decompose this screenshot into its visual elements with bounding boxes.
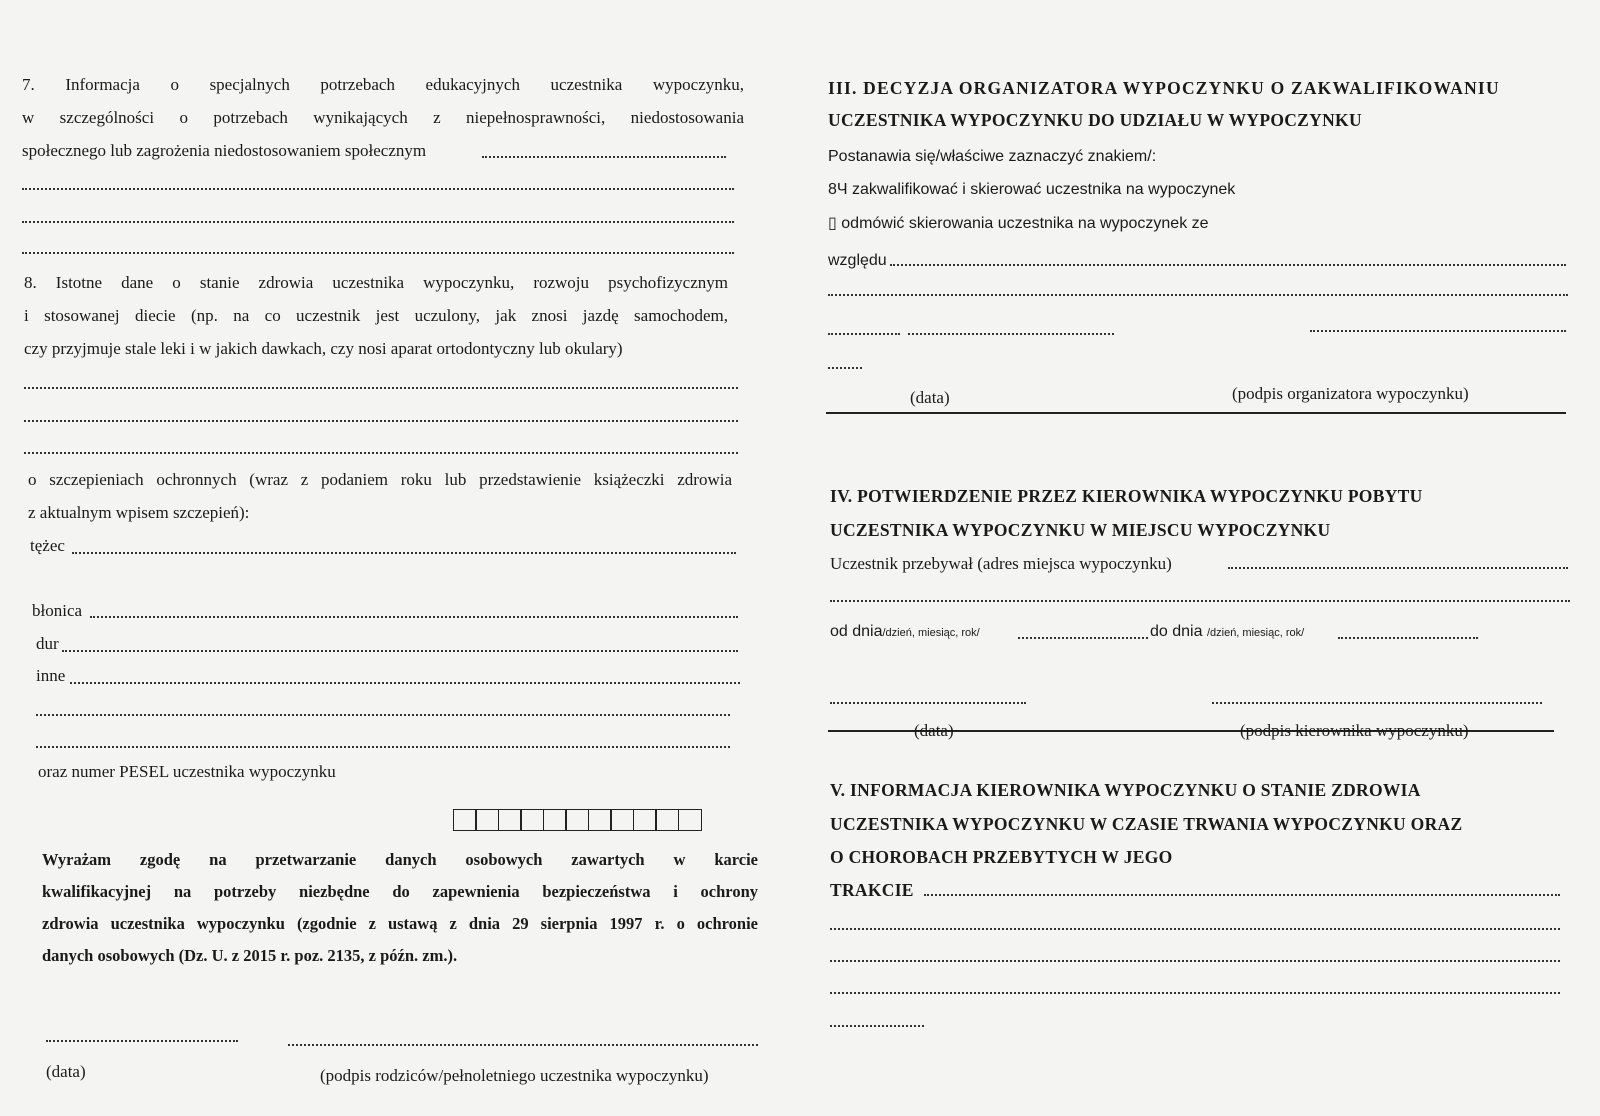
section4-from-label — [830, 622, 980, 643]
pesel-digit-box[interactable] — [588, 809, 612, 831]
section5-answer-line-2[interactable] — [830, 928, 1560, 930]
section4-from-field[interactable] — [1018, 637, 1148, 639]
q7-answer-line-4[interactable] — [22, 252, 734, 254]
section4-from-hint: /dzień, miesiąc, rok/ — [882, 627, 980, 639]
section4-from-text: od dnia — [830, 623, 883, 640]
section3-signature-label: (podpis organizatora wypoczynku) — [1232, 384, 1469, 403]
pesel-digit-box[interactable] — [655, 809, 679, 831]
section4-to-label — [1150, 622, 1304, 643]
section3-reason-line-1[interactable] — [890, 264, 1566, 266]
q8-line1: 8. Istotne dane o stanie zdrowia uczestnika wypoczynku, rozwoju psychofizycznym — [24, 273, 728, 292]
q7-answer-line-1[interactable] — [482, 156, 726, 158]
section5-answer-line-3[interactable] — [830, 960, 1560, 962]
checkbox-checked-icon[interactable]: 8Ч — [828, 181, 848, 198]
parent-signature-label: (podpis rodziców/pełnoletniego uczestnika wypoczynku) — [320, 1066, 709, 1085]
q8-answer-line-3[interactable] — [24, 452, 738, 454]
vacc-extra-line-2[interactable] — [36, 746, 730, 748]
section3-title-line1: III. DECYZJA ORGANIZATORA WYPOCZYNKU O ZAKWALIFIKOWANIU — [828, 78, 1500, 98]
section4-to-text: do dnia — [1150, 623, 1203, 640]
pesel-digit-box[interactable] — [475, 809, 499, 831]
vacc-diphtheria-field[interactable] — [90, 616, 738, 618]
section5-answer-line-5[interactable] — [830, 1025, 924, 1027]
section3-reason-label: względu — [828, 252, 887, 269]
checkbox-empty-icon[interactable]: ▯ — [828, 215, 837, 232]
section4-title-line1: IV. POTWIERDZENIE PRZEZ KIEROWNIKA WYPOCZYNKU POBYTU — [830, 486, 1423, 506]
parent-date-label: (data) — [46, 1062, 86, 1081]
vacc-line1: o szczepieniach ochronnych (wraz z podaniem roku lub przedstawienie książeczki zdrowia — [28, 470, 732, 489]
parent-date-field[interactable] — [46, 1040, 238, 1042]
consent-line2: kwalifikacyjnej na potrzeby niezbędne do zapewnienia bezpieczeństwa i ochrony — [42, 882, 758, 901]
pesel-digit-box[interactable] — [610, 809, 634, 831]
parent-signature-field[interactable] — [288, 1044, 758, 1046]
q8-answer-line-2[interactable] — [24, 420, 738, 422]
q8-line3: czy przyjmuje stale leki i w jakich dawkach, czy nosi aparat ortodontyczny lub okulary) — [24, 339, 623, 358]
section5-title-line3: O CHOROBACH PRZEBYTYCH W JEGO — [830, 847, 1173, 867]
section5-answer-line-1[interactable] — [924, 894, 1560, 896]
pesel-digit-box[interactable] — [453, 809, 477, 831]
pesel-digit-box[interactable] — [678, 809, 702, 831]
section3-title-line2: UCZESTNIKA WYPOCZYNKU DO UDZIAŁU W WYPOCZYNKU — [828, 110, 1362, 130]
section4-date-field[interactable] — [830, 702, 1026, 704]
section5-title-line2: UCZESTNIKA WYPOCZYNKU W CZASIE TRWANIA WYPOCZYNKU ORAZ — [830, 814, 1463, 834]
section3-reason-line-4[interactable] — [828, 367, 862, 369]
pesel-label: oraz numer PESEL uczestnika wypoczynku — [38, 762, 336, 781]
q7-answer-line-3[interactable] — [22, 221, 734, 223]
q7-line1: 7. Informacja o specjalnych potrzebach edukacyjnych uczestnika wypoczynku, — [22, 75, 744, 94]
left-column — [0, 0, 780, 1116]
vacc-diphtheria-label: błonica — [32, 601, 83, 620]
pesel-digit-box[interactable] — [633, 809, 657, 831]
section4-title-line2: UCZESTNIKA WYPOCZYNKU W MIEJSCU WYPOCZYNKU — [830, 520, 1331, 540]
section4-address-line-2[interactable] — [830, 600, 1570, 602]
vacc-other-label: inne — [36, 666, 66, 685]
consent-line1: Wyrażam zgodę na przetwarzanie danych osobowych zawartych w karcie — [42, 850, 758, 869]
pesel-digit-box[interactable] — [543, 809, 567, 831]
vacc-tetanus-field[interactable] — [72, 552, 736, 554]
section4-stay-label: Uczestnik przebywał (adres miejsca wypoczynku) — [830, 554, 1172, 573]
q7-line2: w szczególności o potrzebach wynikających z niepełnosprawności, niedostosowania — [22, 108, 744, 127]
pesel-boxes[interactable] — [454, 809, 702, 831]
section3-option2-label: odmówić skierowania uczestnika na wypoczynek ze — [841, 215, 1209, 232]
section4-to-field[interactable] — [1338, 637, 1478, 639]
section3-option1-label: zakwalifikować i skierować uczestnika na wypoczynek — [852, 181, 1236, 198]
section4-signature-field[interactable] — [1212, 702, 1542, 704]
section4-address-field[interactable] — [1228, 567, 1568, 569]
section3-reason-line-2[interactable] — [828, 294, 1568, 296]
vacc-extra-line-1[interactable] — [36, 714, 730, 716]
q7-line3: społecznego lub zagrożenia niedostosowaniem społecznym — [22, 141, 427, 160]
consent-line4: danych osobowych (Dz. U. z 2015 r. poz. 2135, z późn. zm.). — [42, 946, 458, 965]
vacc-line2: z aktualnym wpisem szczepień): — [28, 503, 250, 522]
section3-reason-line-3a[interactable] — [828, 333, 900, 335]
section3-divider — [826, 412, 1566, 414]
section3-date-field[interactable] — [908, 333, 1114, 335]
section3-date-label: (data) — [910, 388, 950, 407]
section3-option1[interactable] — [828, 180, 1235, 200]
section3-option2[interactable] — [828, 214, 1209, 234]
q8-answer-line-1[interactable] — [24, 387, 738, 389]
section4-date-label: (data) — [914, 721, 954, 740]
section5-title-line4: TRAKCIE — [830, 880, 914, 900]
pesel-digit-box[interactable] — [498, 809, 522, 831]
right-column — [800, 0, 1600, 1116]
pesel-digit-box[interactable] — [565, 809, 589, 831]
vacc-tetanus-label: tężec — [30, 536, 65, 555]
pesel-digit-box[interactable] — [520, 809, 544, 831]
q8-line2: i stosowanej diecie (np. na co uczestnik jest uczulony, jak znosi jazdę samochodem, — [24, 306, 728, 325]
section4-to-hint: /dzień, miesiąc, rok/ — [1206, 627, 1305, 639]
vacc-other-field[interactable] — [70, 682, 740, 684]
section3-signature-field[interactable] — [1310, 330, 1566, 332]
vacc-typhoid-field[interactable] — [62, 650, 738, 652]
vacc-typhoid-label: dur — [36, 634, 59, 653]
section4-signature-label: (podpis kierownika wypoczynku) — [1240, 721, 1469, 740]
q7-answer-line-2[interactable] — [22, 188, 734, 190]
section5-title-line1: V. INFORMACJA KIEROWNIKA WYPOCZYNKU O STANIE ZDROWIA — [830, 780, 1421, 800]
section3-instruction: Postanawia się/właściwe zaznaczyć znakiem/: — [828, 148, 1157, 165]
section5-answer-line-4[interactable] — [830, 992, 1560, 994]
consent-line3: zdrowia uczestnika wypoczynku (zgodnie z ustawą z dnia 29 sierpnia 1997 r. o ochronie — [42, 914, 758, 933]
